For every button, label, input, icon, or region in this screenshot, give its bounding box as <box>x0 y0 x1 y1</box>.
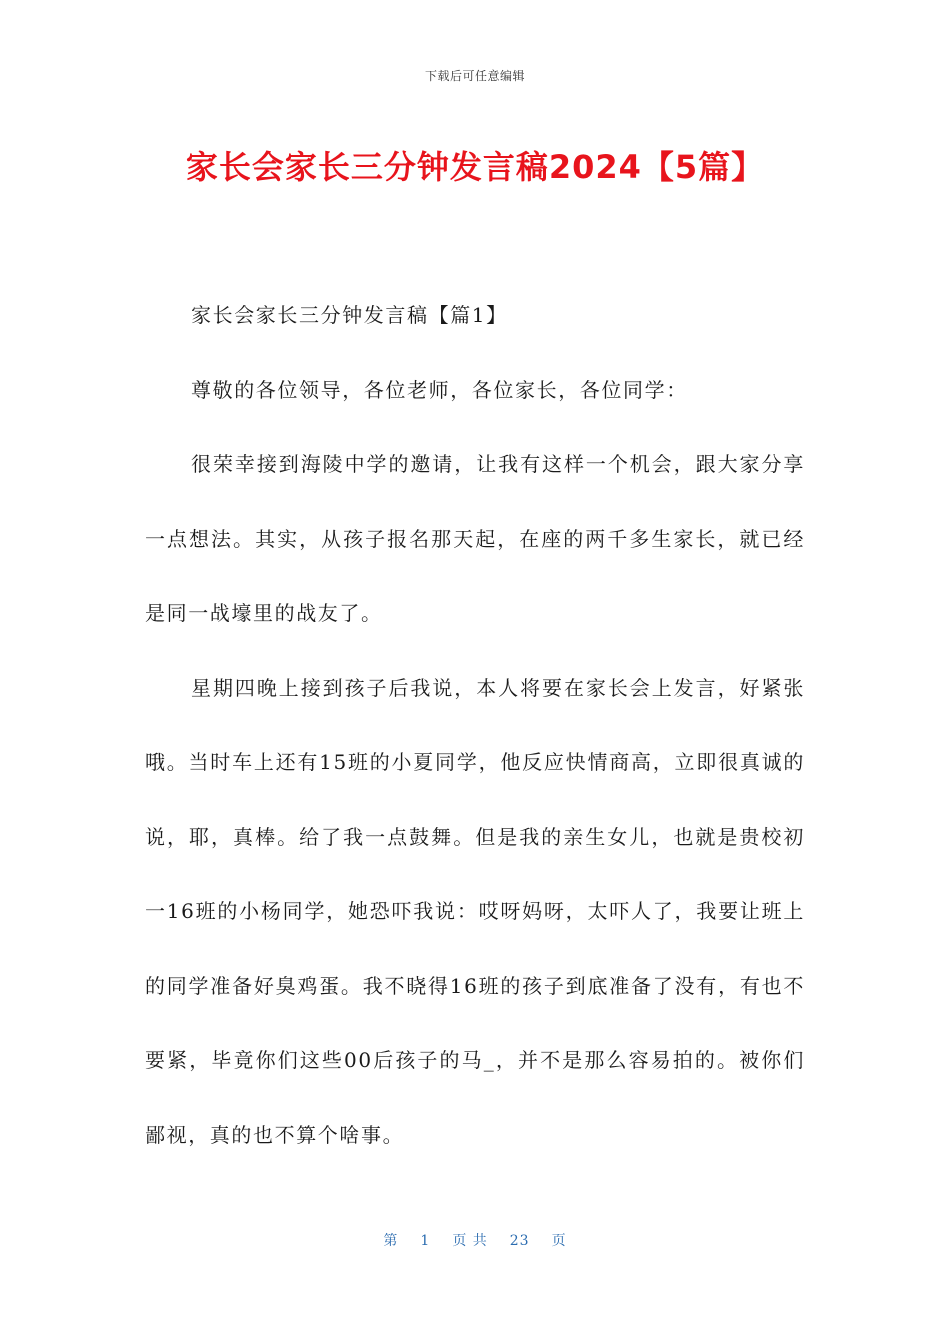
salutation-paragraph: 尊敬的各位领导，各位老师，各位家长，各位同学： <box>191 377 688 402</box>
footer-total-pages: 23 <box>509 1233 530 1249</box>
document-title: 家长会家长三分钟发言稿2024【5篇】 <box>185 148 765 186</box>
footer-suffix: 页 <box>551 1233 567 1249</box>
header-note: 下载后可任意编辑 <box>424 69 525 83</box>
body-paragraph: 很荣幸接到海陵中学的邀请，让我有这样一个机会，跟大家分享一点想法。其实，从孩子报名那天起，在座的两千多生家长，就已经是同一战壕里的战友了。 <box>145 452 805 625</box>
footer-prefix: 第 <box>383 1233 399 1249</box>
page-footer <box>0 1230 950 1250</box>
body-paragraph: 星期四晚上接到孩子后我说，本人将要在家长会上发言，好紧张哦。当时车上还有15班的小夏同学，他反应快情商高，立即很真诚的说，耶，真棒。给了我一点鼓舞。但是我的亲生女儿，也就是贵校初一16班的小杨同学，她恐吓我说：哎呀妈呀，太吓人了，我要让班上的同学准备好臭鸡蛋。我不晓得16班的孩子到底准备了没有，有也不要紧，毕竟你们这些00后孩子的马_，并不是那么容易拍的。被你们鄙视，真的也不算个啥事。 <box>145 675 805 1147</box>
footer-middle: 页 共 <box>452 1233 488 1249</box>
document-body <box>145 278 805 1172</box>
footer-current-page: 1 <box>420 1233 431 1249</box>
section-heading: 家长会家长三分钟发言稿【篇1】 <box>191 303 508 327</box>
